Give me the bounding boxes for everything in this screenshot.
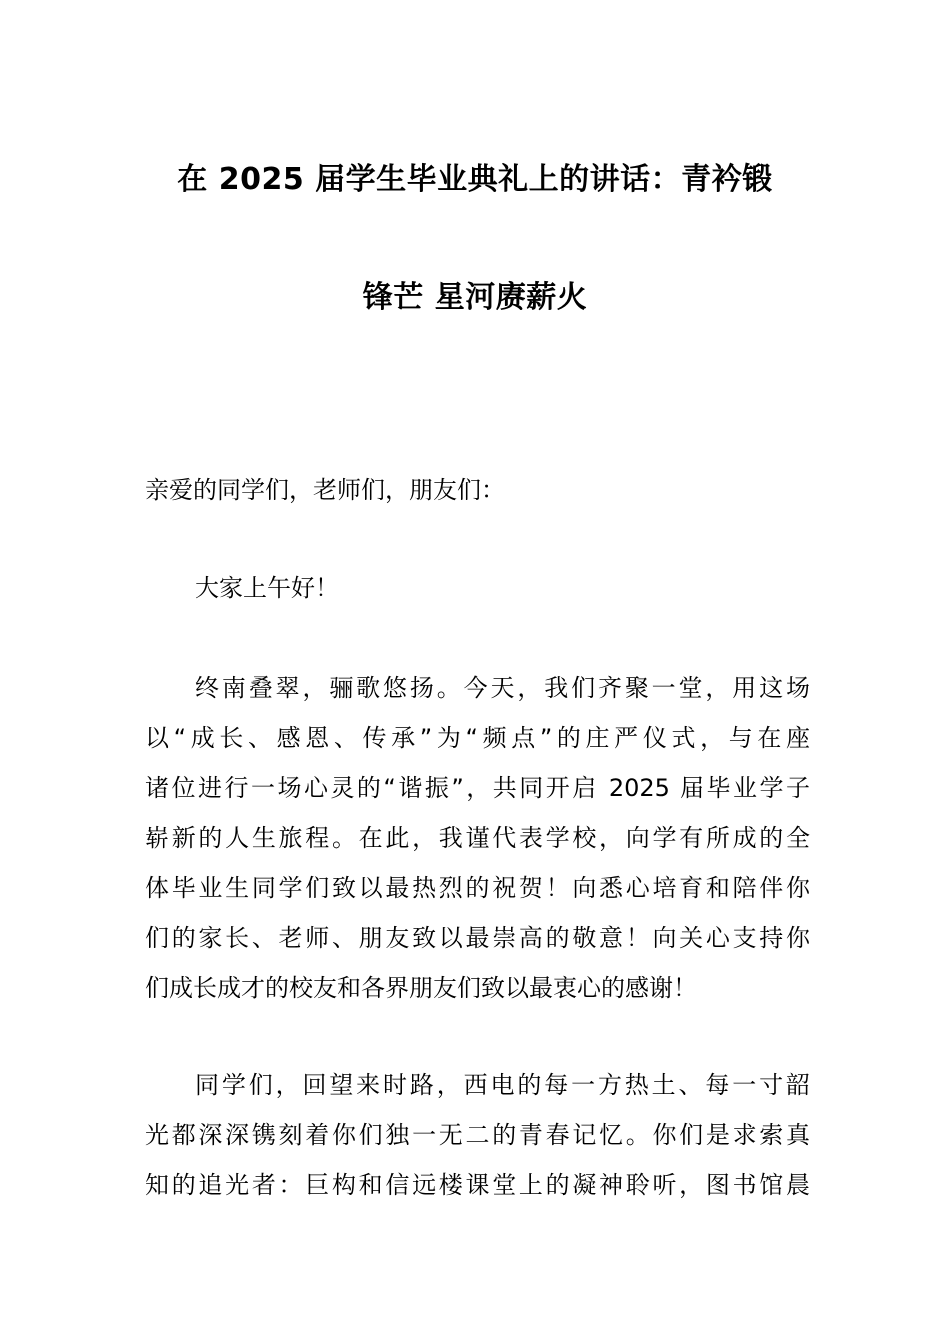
paragraph-line: 终南叠翠，骊歌悠扬。今天，我们齐聚一堂，用这场 bbox=[195, 674, 810, 702]
salutation-text: 亲爱的同学们，老师们，朋友们： bbox=[145, 476, 505, 504]
paragraph-line: 光都深深镌刻着你们独一无二的青春记忆。你们是求索真 bbox=[145, 1121, 810, 1149]
paragraph-line: 知的追光者：巨构和信远楼课堂上的凝神聆听，图书馆晨 bbox=[145, 1171, 810, 1199]
paragraph-line: 以“成长、感恩、传承”为“频点”的庄严仪式，与在座 bbox=[145, 724, 810, 752]
greeting-text: 大家上午好！ bbox=[195, 574, 339, 602]
paragraph-line: 诸位进行一场心灵的“谐振”，共同开启 2025 届毕业学子 bbox=[145, 774, 810, 802]
paragraph-2 bbox=[145, 1060, 810, 1210]
paragraph-line: 崭新的人生旅程。在此，我谨代表学校，向学有所成的全 bbox=[145, 824, 810, 852]
paragraph-line: 同学们，回望来时路，西电的每一方热土、每一寸韶 bbox=[195, 1071, 810, 1099]
salutation bbox=[145, 465, 810, 515]
paragraph-line: 体毕业生同学们致以最热烈的祝贺！向悉心培育和陪伴你 bbox=[145, 874, 810, 902]
document-title bbox=[145, 150, 805, 328]
title-line-2: 锋芒 星河赓薪火 bbox=[362, 280, 588, 315]
paragraph-1 bbox=[145, 663, 810, 1013]
title-line-1: 在 2025 届学生毕业典礼上的讲话：青衿锻 bbox=[177, 162, 773, 197]
greeting bbox=[145, 563, 810, 613]
paragraph-line: 们的家长、老师、朋友致以最崇高的敬意！向关心支持你 bbox=[145, 924, 810, 952]
paragraph-line: 们成长成才的校友和各界朋友们致以最衷心的感谢！ bbox=[145, 974, 697, 1002]
